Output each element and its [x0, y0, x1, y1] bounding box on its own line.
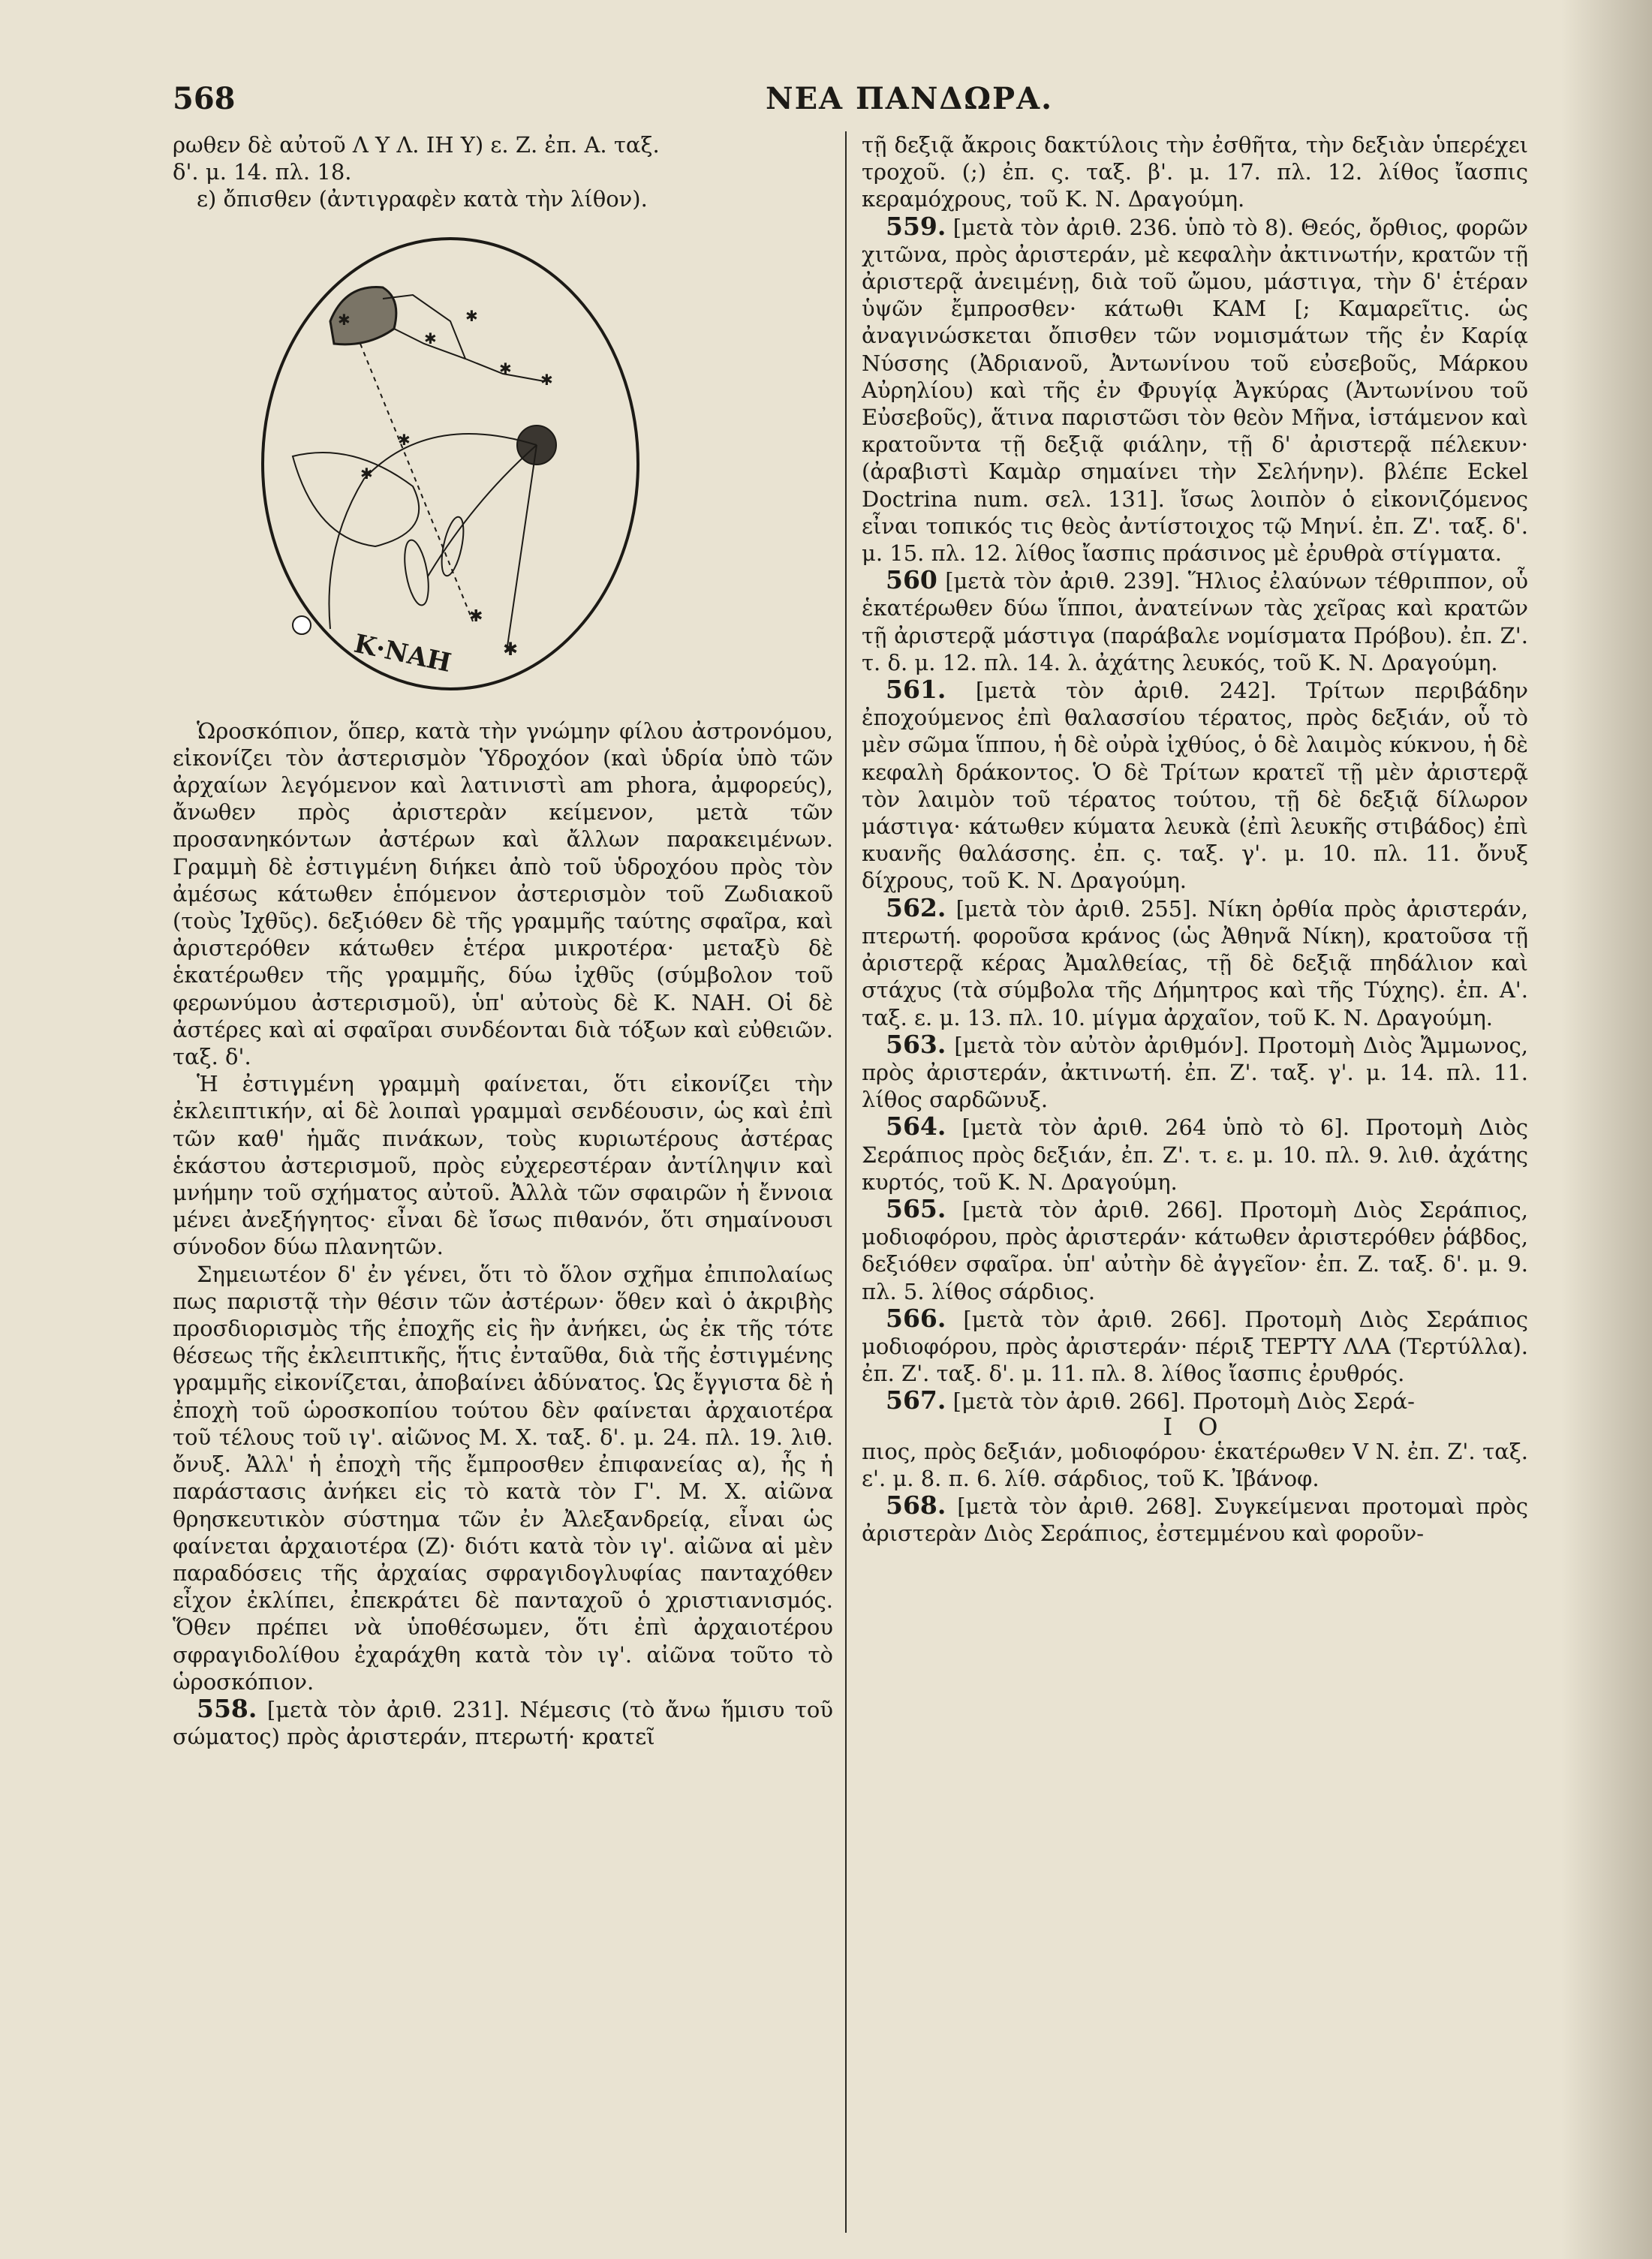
svg-text:✱: ✱: [499, 359, 512, 378]
left-column: [173, 131, 833, 1750]
running-title: ΝΕΑ ΠΑΝΔΩΡΑ.: [766, 81, 1054, 116]
entry-566: 566. [μετὰ τὸν ἀριθ. 266]. Προτομὴ Διὸς Σεράπιος μοδιοφόρου, πρὸς ἀριστεράν· πέριξ ΤΕΡΤΥ ΛΛΑ (Τερτύλλα). ἐπ. Ζ'. ταξ. δ'. μ. 11. πλ. 8. λίθος ἴασπις ἐρυθρός.: [862, 1303, 1528, 1387]
paragraph: Ὡροσκόπιον, ὅπερ, κατὰ τὴν γνώμην φίλου ἀστρονόμου, εἰκονίζει τὸν ἀστερισμὸν Ὑδροχόον (καὶ ὑδρία ὑπὸ τῶν ἀρχαίων λεγόμενον καὶ λατινιστὶ am phora, ἀμφορεύς), ἄνωθεν πρὸς ἀριστερὰν κείμενον, μετὰ τῶν προσανηκόντων ἀστέρων καὶ ἄλλων παρακειμένων. Γραμμὴ δὲ ἐστιγμένη διήκει ἀπὸ τοῦ ὑδροχόου πρὸς τὸν ἀμέσως κάτωθεν ἑπόμενον ἀστερισμὸν τοῦ Ζωδιακοῦ (τοὺς Ἰχθῦς). δεξιόθεν δὲ τῆς γραμμῆς ταύτης σφαῖρα, καὶ ἀριστερόθεν κάτωθεν ἑτέρα μικροτέρα· μεταξὺ δὲ ἑκατέρωθεν τῆς γραμμῆς, δύω ἰχθῦς (σύμβολον τοῦ φερωνύμου ἀστερισμοῦ), ὑπ' αὐτοὺς δὲ Κ. ΝΑΗ. Οἱ δὲ ἀστέρες καὶ αἱ σφαῖραι συνδέονται διὰ τόξων καὶ εὐθειῶν. ταξ. δ'.: [173, 717, 833, 1070]
column-divider: [845, 131, 847, 2233]
svg-text:✱: ✱: [540, 370, 553, 389]
horoscope-diagram: [240, 231, 660, 696]
svg-text:✱: ✱: [503, 638, 519, 660]
svg-text:✱: ✱: [338, 310, 351, 329]
text-line: ρωθεν δὲ αὐτοῦ Λ Υ Λ. ΙΗ Υ) ε. Ζ. ἐπ. Α. ταξ.: [173, 132, 660, 158]
diagram-label: Κ·ΝΑΗ: [351, 628, 454, 678]
paragraph: Ἡ ἐστιγμένη γραμμὴ φαίνεται, ὅτι εἰκονίζει τὴν ἐκλειπτικήν, αἱ δὲ λοιπαὶ γραμμαὶ σενδέουσιν, ὡς καὶ ἐπὶ τῶν καθ' ἡμᾶς πινάκων, τοὺς κυριωτέρους ἀστέρας ἑκάστου ἀστερισμοῦ, πρὸς εὐχερεστέραν ἀντίληψιν καὶ μνήμην τοῦ σχήματος αὐτοῦ. Ἀλλὰ τῶν σφαιρῶν ἡ ἔννοια μένει ἀνεξήγητος· εἶναι δὲ ἴσως πιθανόν, ὅτι σημαίνουσι σύνοδον δύω πλανητῶν.: [173, 1071, 833, 1260]
entry-559: 559. [μετὰ τὸν ἀριθ. 236. ὑπὸ τὸ 8). Θεός, ὄρθιος, φορῶν χιτῶνα, πρὸς ἀριστεράν, μὲ κεφαλὴν ἀκτινωτήν, κρατῶν τῇ ἀριστερᾷ ἀνειμένῃ, διὰ τοῦ ὤμου, μάστιγα, τὴν δ' ἑτέραν ὑψῶν ἔμπροσθεν· κάτωθι ΚΑΜ [; Καμαρεῖτις. ὡς ἀναγινώσκεται ὄπισθεν τῶν νομισμάτων τῆς ἐν Καρίᾳ Νύσσης (Ἀδριανοῦ, Ἀντωνίνου τοῦ εὐσεβοῦς, Μάρκου Αὐρηλίου) καὶ τῆς ἐν Φρυγίᾳ Ἀγκύρας (Ἀντωνίνου τοῦ Εὐσεβοῦς), ἅτινα παριστῶσι τὸν θεὸν Μῆνα, ἱστάμενον καὶ κρατοῦντα τῇ δεξιᾷ φιάλην, τῇ δ' ἀριστερᾷ πέλεκυν· (ἀραβιστὶ Καμὰρ σημαίνει τὴν Σελήνην). βλέπε Eckel Doctrina num. σελ. 131]. ἴσως λοιπὸν ὁ εἰκονιζόμενος εἶναι τοπικός τις θεὸς ἀντίστοιχος τῷ Μηνί. ἐπ. Ζ'. ταξ. δ'. μ. 15. πλ. 12. λίθος ἴασπις πράσινος μὲ ἐρυθρὰ στίγματα.: [862, 211, 1528, 567]
svg-text:✱: ✱: [398, 430, 411, 449]
svg-text:✱: ✱: [360, 464, 373, 483]
ecliptic-line: [360, 344, 473, 621]
svg-text:✱: ✱: [465, 306, 478, 325]
small-sphere: [293, 616, 311, 634]
right-column: [862, 131, 1528, 1547]
entry-562: 562. [μετὰ τὸν ἀριθ. 255]. Νίκη ὀρθία πρὸς ἀριστεράν, πτερωτή. φοροῦσα κράνος (ὡς Ἀθηνᾶ Νίκη), κρατοῦσα τῇ ἀριστερᾷ κέρας Ἀμαλθείας, τῇ δὲ δεξιᾷ πηδάλιον καὶ στάχυς (τὰ σύμβολα τῆς Δήμητρος καὶ τῆς Τύχης). ἐπ. Α'. ταξ. ε. μ. 13. πλ. 10. μίγμα ἀρχαῖον, τοῦ Κ. Ν. Δραγούμη.: [862, 892, 1528, 1030]
entry-561: 561. [μετὰ τὸν ἀριθ. 242]. Τρίτων περιβάδην ἐποχούμενος ἐπὶ θαλασσίου τέρατος, πρὸς δεξιάν, οὗ τὸ μὲν σῶμα ἵππου, ἡ δὲ οὐρὰ ἰχθύος, ὁ δὲ λαιμὸς κύκνου, ἡ δὲ κεφαλὴ δράκοντος. Ὁ δὲ Τρίτων κρατεῖ τῇ μὲν ἀριστερᾷ τὸν λαιμὸν τοῦ τέρατος τούτου, τῇ δὲ δεξιᾷ δίλωρον μάστιγα· κάτωθεν κύματα λευκὰ (ἐπὶ λευκῆς στιβάδος) ἐπὶ κυανῆς θαλάσσης. ἐπ. ς. ταξ. γ'. μ. 10. πλ. 11. ὄνυξ δίχρους, τοῦ Κ. Ν. Δραγούμη.: [862, 675, 1528, 894]
svg-text:✱: ✱: [424, 329, 437, 347]
diagram-frame: [263, 239, 638, 689]
text-line: δ'. μ. 14. πλ. 18.: [173, 159, 352, 185]
entry-567: 567. [μετὰ τὸν ἀριθ. 266]. Προτομὴ Διὸς Σερά-: [886, 1385, 1415, 1415]
text-line: ε) ὄπισθεν (ἀντιγραφὲν κατὰ τὴν λίθον).: [197, 186, 648, 212]
entry-567-continued: πιος, πρὸς δεξιάν, μοδιοφόρου· ἑκατέρωθεν V N. ἐπ. Ζ'. ταξ. ε'. μ. 8. π. 6. λίθ. σάρδιος, τοῦ Κ. Ἰβάνοφ.: [862, 1438, 1528, 1491]
entry-560: 560 [μετὰ τὸν ἀριθ. 239]. Ἥλιος ἐλαύνων τέθριππον, οὗ ἑκατέρωθεν δύω ἵπποι, ἀνατείνων τὰς χεῖρας καὶ κρατῶν τῇ ἀριστερᾷ μάστιγα (παράβαλε νομίσματα Πρόβου). ἐπ. Ζ'. τ. δ. μ. 12. πλ. 14. λ. ἀχάτης λευκός, τοῦ Κ. Ν. Δραγούμη.: [862, 565, 1529, 675]
entry-558: 558. [μετὰ τὸν ἀριθ. 231]. Νέμεσις (τὸ ἄνω ἥμισυ τοῦ σώματος) πρὸς ἀριστεράν, πτερωτή· κρατεῖ: [173, 1693, 833, 1750]
page-header: [173, 81, 1524, 126]
paragraph: τῇ δεξιᾷ ἄκροις δακτύλοις τὴν ἐσθῆτα, τὴν δεξιὰν ὑπερέχει τροχοῦ. (;) ἐπ. ς. ταξ. β'. μ. 17. πλ. 12. λίθος ἴασπις κεραμόχρους, τοῦ Κ. Ν. Δραγούμη.: [862, 132, 1528, 212]
entry-568: 568. [μετὰ τὸν ἀριθ. 268]. Συγκείμεναι προτομαὶ πρὸς ἀριστερὰν Διὸς Σεράπιος, ἐστεμμένου καὶ φοροῦν-: [862, 1490, 1528, 1547]
entry-563: 563. [μετὰ τὸν αὐτὸν ἀριθμόν]. Προτομὴ Διὸς Ἄμμωνος, πρὸς ἀριστεράν, ἀκτινωτή. ἐπ. Ζ'. ταξ. γ'. μ. 14. πλ. 11. λίθος σαρδῶνυξ.: [862, 1029, 1529, 1113]
binding-shadow: [1561, 0, 1652, 2259]
page-number: 568: [173, 81, 236, 116]
fish-symbol: [401, 538, 433, 607]
inscription-io: Ι Ο: [1163, 1412, 1227, 1441]
entry-565: 565. [μετὰ τὸν ἀριθ. 266]. Προτομὴ Διὸς Σεράπιος, μοδιοφόρου, πρὸς ἀριστεράν· κάτωθεν ἀριστερόθεν ῥάβδος, δεξιόθεν σφαῖρα. ὑπ' αὐτὴν δὲ ἀγγεῖον· ἐπ. Ζ. ταξ. δ'. μ. 9. πλ. 5. λίθος σάρδιος.: [862, 1193, 1529, 1304]
svg-text:✱: ✱: [469, 606, 483, 626]
paragraph: Σημειωτέον δ' ἐν γένει, ὅτι τὸ ὅλον σχῆμα ἐπιπολαίως πως παριστᾷ τὴν θέσιν τῶν ἀστέρων· ὅθεν καὶ ὁ ἀκριβὴς προσδιορισμὸς τῆς ἐποχῆς εἰς ἣν ἀνήκει, ὡς ἐκ τῆς τότε θέσεως τῆς ἐκλειπτικῆς, ἥτις ἐνταῦθα, διὰ τῆς ἐστιγμένης γραμμῆς εἰκονίζεται, ἀποβαίνει ἀδύνατος. Ὡς ἔγγιστα δὲ ἡ ἐποχὴ τοῦ ὡροσκοπίου τούτου δὲν φαίνεται ἀρχαιοτέρα τοῦ τέλους τοῦ ιγ'. αἰῶνος Μ. Χ. ταξ. δ'. μ. 24. πλ. 19. λιθ. ὄνυξ. Ἀλλ' ἡ ἐποχὴ τῆς ἔμπροσθεν ἐπιφανείας α), ἧς ἡ παράστασις ἀνήκει εἰς τὸ κατὰ τὸν Γ'. Μ. Χ. αἰῶνα θρησκευτικὸν σύστημα τῶν ἐν Ἀλεξανδρείᾳ, εἶναι ὡς φαίνεται ἀρχαιοτέρα (Ζ)· διότι κατὰ τὸν ιγ'. αἰῶνα αἱ μὲν παραδόσεις τῆς ἀρχαίας σφραγιδογλυφίας πανταχόθεν εἶχον ἐκλίπει, ἐπεκράτει δὲ πανταχοῦ ὁ χριστιανισμός. Ὅθεν πρέπει νὰ ὑποθέσωμεν, ὅτι ἐπὶ ἀρχαιοτέρου σφραγιδολίθου ἐχαράχθη κατὰ τὸν ιγ'. αἰῶνα τοῦτο τὸ ὡροσκόπιον.: [173, 1261, 833, 1695]
entry-564: 564. [μετὰ τὸν ἀριθ. 264 ὑπὸ τὸ 6]. Προτομὴ Διὸς Σεράπιος πρὸς δεξιάν, ἐπ. Ζ'. τ. ε. μ. 10. πλ. 9. λιθ. ἀχάτης κυρτός, τοῦ Κ. Ν. Δραγούμη.: [862, 1111, 1528, 1195]
